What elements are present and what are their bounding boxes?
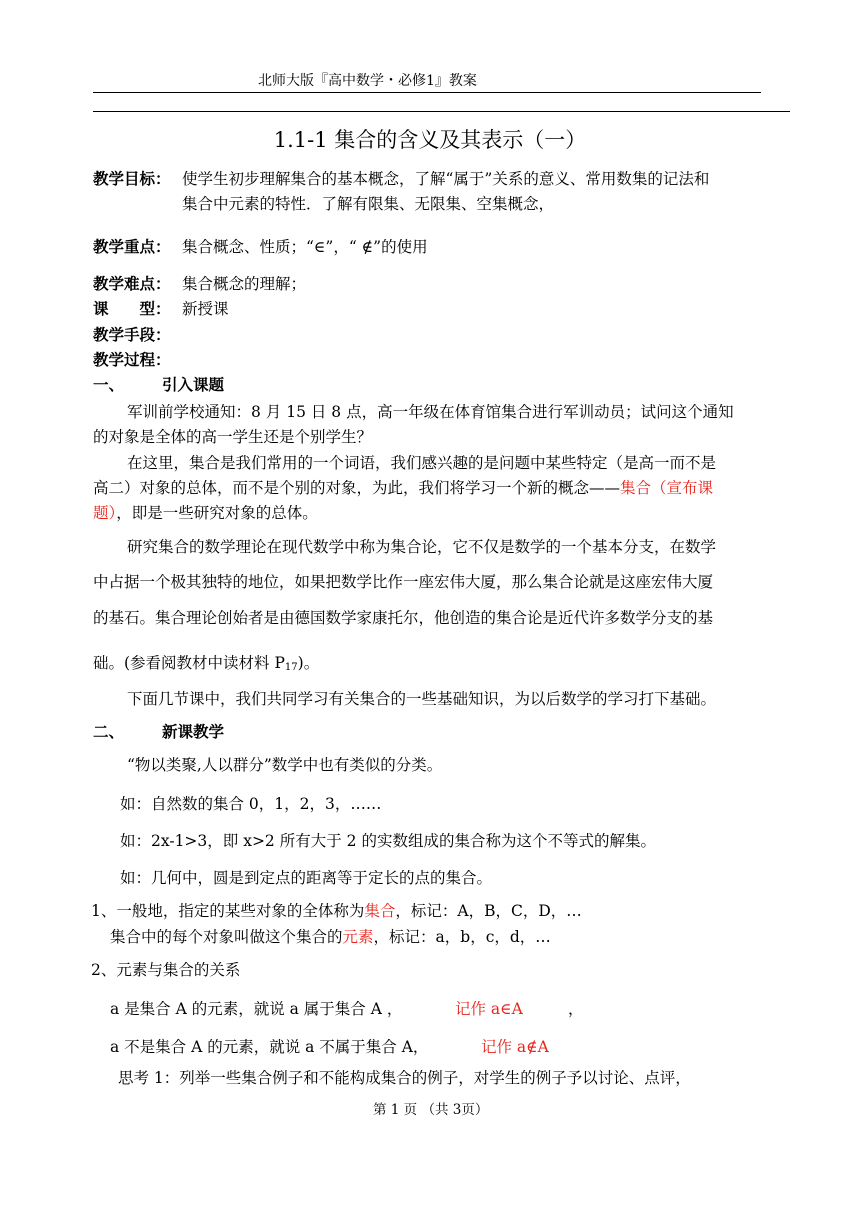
section2-title: 新课教学	[162, 723, 225, 741]
s1-p1-line-2: 的对象是全体的高一学生还是个别学生？	[93, 428, 373, 446]
s1-p2-line-3: 题），即是一些研究对象的总体。	[93, 504, 318, 522]
s1-p3-line-4: 础。(参看阅教材中读材料 $P_{17}$)。	[93, 654, 320, 673]
difficulties-label: 教学难点：	[93, 275, 171, 293]
page-footer: 第 1 页 （共 3页）	[373, 1102, 489, 1118]
key-points-label: 教学重点：	[93, 238, 171, 256]
s2-relation-not-belongs: a 不是集合 A 的元素，就说 a 不属于集合 A，	[110, 1038, 429, 1056]
s2-quote: “物以类聚,人以群分”数学中也有类似的分类。	[127, 756, 443, 774]
s1-p3-line-1: 研究集合的数学理论在现代数学中称为集合论，它不仅是数学的一个基本分支，在数学	[127, 538, 717, 556]
s2-relation-belongs-notation: 记作 a∈A	[455, 1000, 523, 1018]
s2-example-1: 如：自然数的集合 0，1，2，3，……	[120, 795, 382, 813]
section1-number: 一、	[93, 376, 125, 394]
s1-p4: 下面几节课中，我们共同学习有关集合的一些基础知识，为以后数学的学习打下基础。	[127, 690, 717, 708]
header-rule	[93, 92, 761, 93]
s2-relation-belongs-comma: ，	[568, 1000, 584, 1018]
section1-title: 引入课题	[162, 376, 225, 394]
process-label: 教学过程：	[93, 351, 171, 369]
lesson-type-label: 课 型：	[93, 300, 171, 318]
s1-p2-line-2: 高二）对象的总体，而不是个别的对象，为此，我们将学习一个新的概念——集合（宣布课	[93, 479, 714, 497]
s2-example-3: 如：几何中，圆是到定点的距离等于定长的点的集合。	[120, 869, 493, 887]
objectives-line-1: 使学生初步理解集合的基本概念，了解“属于”关系的意义、常用数集的记法和	[182, 170, 710, 188]
s1-p1-line-1: 军训前学校通知：8 月 15 日 8 点，高一年级在体育馆集合进行军训动员；试问这个通知	[127, 403, 734, 421]
s2-definition-set: 1、一般地，指定的某些对象的全体称为集合，标记：A，B，C，D，…	[91, 902, 582, 920]
section2-number: 二、	[93, 723, 125, 741]
s2-definition-element: 集合中的每个对象叫做这个集合的元素，标记：a，b，c，d，…	[110, 928, 551, 946]
s2-relation-not-belongs-notation: 记作 a∉A	[481, 1038, 549, 1056]
means-label: 教学手段：	[93, 326, 171, 344]
s1-p2-line-1: 在这里，集合是我们常用的一个词语，我们感兴趣的是问题中某些特定（是高一而不是	[127, 454, 717, 472]
objectives-label: 教学目标：	[93, 170, 171, 188]
s1-p3-line-3: 的基石。集合理论创始者是由德国数学家康托尔，他创造的集合论是近代许多数学分支的基	[93, 609, 714, 627]
difficulties-text: 集合概念的理解；	[182, 275, 307, 293]
page-header: 北师大版『高中数学・必修1』教案	[258, 73, 477, 89]
s2-relation-title: 2、元素与集合的关系	[91, 961, 241, 979]
key-points-text: 集合概念、性质；“∈”，“ ∉”的使用	[182, 238, 428, 256]
s2-think-1: 思考 1：列举一些集合例子和不能构成集合的例子，对学生的例子予以讨论、点评，	[118, 1069, 691, 1087]
lesson-type-text: 新授课	[182, 300, 229, 318]
document-title: 1.1-1 集合的含义及其表示（一）	[273, 128, 587, 152]
s1-p3-line-2: 中占据一个极其独特的地位，如果把数学比作一座宏伟大厦，那么集合论就是这座宏伟大厦	[93, 573, 714, 591]
title-rule	[93, 111, 790, 112]
objectives-line-2: 集合中元素的特性．了解有限集、无限集、空集概念，	[182, 195, 555, 213]
s2-example-2: 如：2x-1>3，即 x>2 所有大于 2 的实数组成的集合称为这个不等式的解集。	[120, 832, 656, 850]
s2-relation-belongs: a 是集合 A 的元素，就说 a 属于集合 A ，	[110, 1000, 403, 1018]
